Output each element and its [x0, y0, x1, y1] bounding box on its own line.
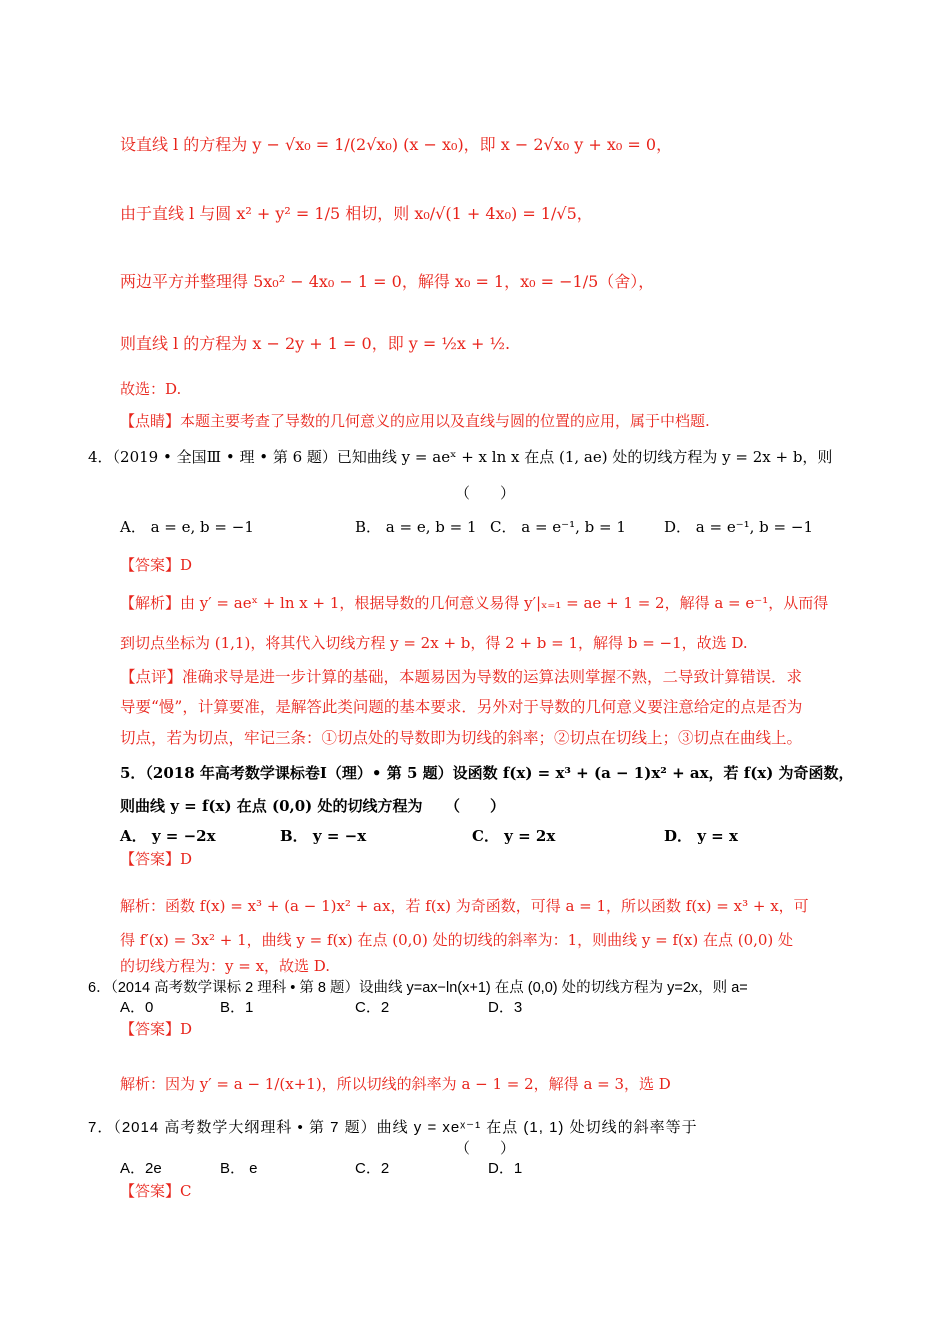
q5-option-a: A． y = −2x [120, 827, 216, 845]
q5-stem-2: 则曲线 y = f(x) 在点 (0,0) 处的切线方程为 （ ） [120, 797, 505, 815]
q7-answer: 【答案】C [120, 1182, 192, 1200]
q4-option-c: C． a = e⁻¹, b = 1 [490, 518, 626, 536]
q4-paren: （ ） [455, 484, 516, 502]
q4-review-2: 导要“慢”，计算要准，是解答此类问题的基本要求．另外对于导数的几何意义要注意给定的点是否为 [120, 698, 803, 716]
q6-analysis: 解析：因为 y′ = a − 1/(x+1)，所以切线的斜率为 a − 1 = 2，解得 a = 3，选 D [120, 1075, 671, 1093]
q4-answer: 【答案】D [120, 556, 193, 574]
q5-option-d: D． y = x [664, 827, 738, 845]
q7-option-d: D．1 [488, 1160, 523, 1177]
q7-option-a: A．2e [120, 1160, 162, 1177]
q7-option-c: C．2 [355, 1160, 390, 1177]
solution-line-2: 由于直线 l 与圆 x² + y² = 1/5 相切，则 x₀/√(1 + 4x₀) = 1/√5， [120, 204, 593, 223]
q5-analysis-2: 得 f′(x) = 3x² + 1，曲线 y = f(x) 在点 (0,0) 处的切线的斜率为：1，则曲线 y = f(x) 在点 (0,0) 处 [120, 931, 794, 949]
q4-option-a: A． a = e, b = −1 [120, 518, 254, 536]
q6-option-b: B．1 [220, 999, 254, 1016]
q7-option-b: B． e [220, 1160, 258, 1177]
q5-option-c: C． y = 2x [472, 827, 556, 845]
q4-analysis-1: 【解析】由 y′ = aeˣ + ln x + 1，根据导数的几何意义易得 y′|ₓ₌₁ = ae + 1 = 2，解得 a = e⁻¹，从而得 [120, 594, 829, 612]
q5-answer: 【答案】D [120, 850, 193, 868]
q6-option-c: C．2 [355, 999, 390, 1016]
solution-line-4: 则直线 l 的方程为 x − 2y + 1 = 0，即 y = ½x + ½. [120, 334, 511, 353]
q6-answer: 【答案】D [120, 1020, 193, 1038]
q4-review-3: 切点，若为切点，牢记三条：①切点处的导数即为切线的斜率；②切点在切线上；③切点在曲线上。 [120, 729, 803, 747]
solution-comment: 【点睛】本题主要考查了导数的几何意义的应用以及直线与圆的位置的应用，属于中档题. [120, 412, 710, 430]
q6-option-d: D．3 [488, 999, 523, 1016]
q7-paren: （ ） [455, 1140, 516, 1157]
q5-analysis-1: 解析：函数 f(x) = x³ + (a − 1)x² + ax，若 f(x) 为奇函数，可得 a = 1，所以函数 f(x) = x³ + x，可 [120, 897, 809, 915]
q5-analysis-3: 的切线方程为：y = x，故选 D. [120, 957, 331, 975]
q4-analysis-2: 到切点坐标为 (1,1)，将其代入切线方程 y = 2x + b，得 2 + b = 1，解得 b = −1，故选 D. [120, 634, 748, 652]
q5-stem-1: 5．（2018 年高考数学课标卷Ⅰ（理）• 第 5 题）设函数 f(x) = x³ + (a − 1)x² + ax，若 f(x) 为奇函数， [120, 764, 854, 782]
q6-option-a: A．0 [120, 999, 154, 1016]
q4-review-1: 【点评】准确求导是进一步计算的基础，本题易因为导数的运算法则掌握不熟，二导致计算错误．求 [120, 668, 803, 686]
q7-stem: 7．（2014 高考数学大纲理科 • 第 7 题）曲线 y = xeˣ⁻¹ 在点 (1, 1) 处切线的斜率等于 [88, 1119, 698, 1136]
q5-option-b: B． y = −x [280, 827, 367, 845]
solution-line-1: 设直线 l 的方程为 y − √x₀ = 1/(2√x₀) (x − x₀)，即 x − 2√x₀ y + x₀ = 0， [120, 135, 673, 154]
solution-choice: 故选：D. [120, 380, 182, 398]
q4-option-d: D． a = e⁻¹, b = −1 [664, 518, 814, 536]
q4-option-b: B． a = e, b = 1 [355, 518, 477, 536]
q6-stem: 6．（2014 高考数学课标 2 理科 • 第 8 题）设曲线 y=ax−ln(x+1) 在点 (0,0) 处的切线方程为 y=2x，则 a= [88, 980, 748, 996]
solution-line-3: 两边平方并整理得 5x₀² − 4x₀ − 1 = 0，解得 x₀ = 1，x₀ = −1/5（舍）， [120, 272, 655, 291]
q4-stem: 4．（2019 • 全国Ⅲ • 理 • 第 6 题）已知曲线 y = aeˣ + x ln x 在点 (1, ae) 处的切线方程为 y = 2x + b，则 [88, 448, 833, 466]
